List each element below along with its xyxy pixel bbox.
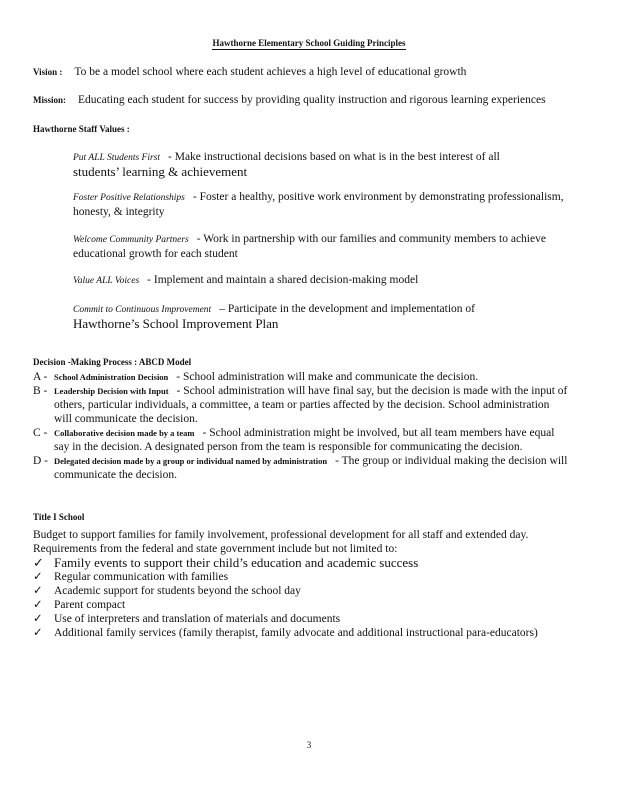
decision-letter: A - [33, 371, 48, 383]
checkmark-icon: ✓ [33, 599, 43, 611]
list-item [33, 598, 568, 612]
title-i-requirements-line: Requirements from the federal and state government include but not limited to: [33, 543, 398, 555]
staff-value-text-cont: Hawthorne’s School Improvement Plan [73, 316, 279, 331]
list-item-text: Parent compact [54, 599, 126, 611]
title-i-heading: Title I School [33, 512, 85, 522]
page-number: 3 [306, 740, 312, 750]
staff-value-text: – Participate in the development and implementation of [219, 303, 475, 315]
decision-letter: C - [33, 427, 48, 439]
staff-value-name: Commit to Continuous Improvement [73, 305, 212, 315]
vision-label: Vision : [33, 67, 63, 77]
staff-value-text: - Foster a healthy, positive work environment by demonstrating professionalism, honesty, & integrity [73, 191, 564, 218]
checkmark-icon: ✓ [33, 555, 44, 570]
decision-text: - School administration might be involved, but all team members have equal say in the decision. A designated person from the team is responsible for communicating the decision. [54, 427, 555, 453]
mission-label: Mission: [33, 95, 67, 105]
page-title-text: Hawthorne Elementary School Guiding Principles [212, 38, 406, 48]
list-item [33, 570, 568, 584]
staff-value-text-cont: students’ learning & achievement [73, 164, 248, 179]
mission-text: Educating each student for success by providing quality instruction and rigorous learning experiences [78, 94, 546, 106]
decision-process-list [33, 370, 568, 482]
checkmark-icon: ✓ [33, 613, 43, 625]
list-item [33, 612, 568, 626]
staff-value-name: Welcome Community Partners [73, 235, 189, 245]
list-item-text: Family events to support their child’s education and academic success [54, 555, 419, 570]
staff-value-name: Foster Positive Relationships [73, 193, 185, 203]
list-item-text: Regular communication with families [54, 571, 229, 583]
decision-item [33, 426, 568, 454]
decision-name: Leadership Decision with Input [54, 386, 169, 396]
page-title [0, 38, 618, 48]
decision-text: - The group or individual making the decision will communicate the decision. [54, 455, 568, 481]
decision-item [33, 384, 568, 426]
staff-value-item [73, 150, 568, 180]
list-item-text: Academic support for students beyond the school day [54, 585, 301, 597]
decision-process-heading: Decision -Making Process : ABCD Model [33, 357, 192, 367]
staff-value-text: - Make instructional decisions based on what is in the best interest of all [168, 151, 500, 163]
staff-value-text: - Implement and maintain a shared decision-making model [147, 274, 419, 286]
decision-item [33, 454, 568, 482]
list-item-text: Additional family services (family therapist, family advocate and additional instructional para-educators) [54, 627, 538, 639]
decision-letter: B - [33, 385, 48, 397]
list-item [33, 556, 568, 570]
staff-value-item [73, 190, 568, 219]
staff-value-name: Put ALL Students First [73, 153, 161, 163]
staff-value-text: - Work in partnership with our families and community members to achieve educational growth for each student [73, 233, 546, 260]
decision-letter: D - [33, 455, 49, 467]
checkmark-icon: ✓ [33, 571, 43, 583]
decision-text: - School administration will have final say, but the decision is made with the input of others, particular individuals, a committee, a team or parties affected by the decision. School administration will communicate the decision. [54, 385, 568, 425]
mission-statement [33, 93, 578, 107]
decision-name: Collaborative decision made by a team [54, 428, 195, 438]
vision-text: To be a model school where each student achieves a high level of educational growth [74, 66, 467, 78]
list-item [33, 584, 568, 598]
staff-value-item [73, 302, 568, 332]
decision-text: - School administration will make and communicate the decision. [176, 371, 479, 383]
decision-item [33, 370, 568, 384]
checkmark-icon: ✓ [33, 585, 43, 597]
title-i-budget-line: Budget to support families for family involvement, professional development for all staff and extended day. [33, 529, 529, 541]
decision-name: School Administration Decision [54, 372, 169, 382]
decision-name: Delegated decision made by a group or individual named by administration [54, 456, 328, 466]
staff-value-item [73, 273, 568, 288]
list-item-text: Use of interpreters and translation of materials and documents [54, 613, 341, 625]
checkmark-icon: ✓ [33, 627, 43, 639]
title-i-section [33, 510, 568, 640]
staff-values-heading: Hawthorne Staff Values : [33, 124, 130, 134]
staff-value-item [73, 232, 568, 261]
staff-value-name: Value ALL Voices [73, 276, 140, 286]
vision-statement [33, 65, 578, 79]
list-item [33, 626, 568, 640]
